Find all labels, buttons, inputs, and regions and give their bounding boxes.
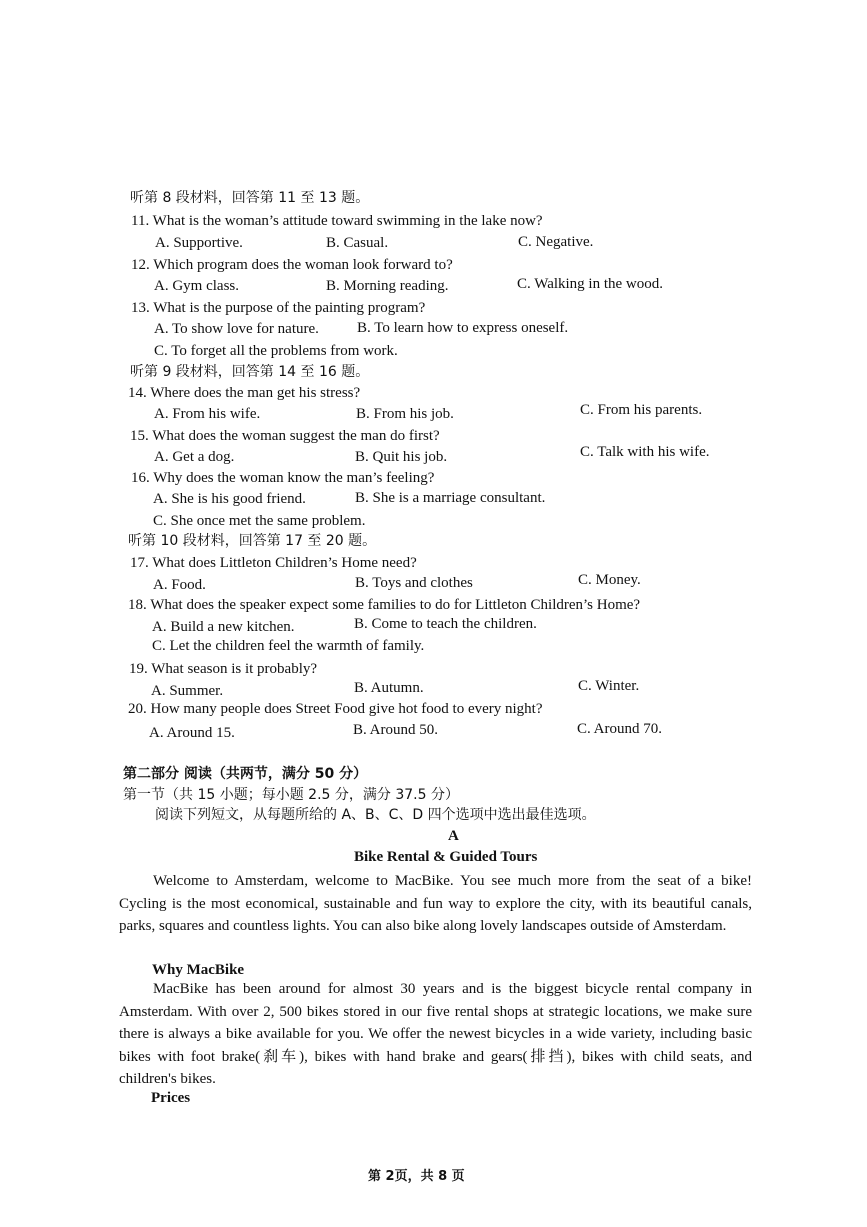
question-11-option-c: C. Negative.: [518, 234, 594, 250]
question-18-stem: 18. What does the speaker expect some families to do for Littleton Children’s Home?: [128, 597, 641, 613]
question-15-option-a: A. Get a dog.: [154, 449, 235, 465]
passage-title: Bike Rental & Guided Tours: [354, 849, 538, 865]
question-13-stem: 13. What is the purpose of the painting program?: [131, 300, 426, 316]
question-14-stem: 14. Where does the man get his stress?: [128, 385, 361, 401]
question-17-option-c: C. Money.: [578, 572, 641, 588]
passage-paragraph-2: MacBike has been around for almost 30 years and is the biggest bicycle rental company in Amsterdam. With over 2, 500 bikes stored in our five rental shops at strategic locations, we make sure there is always a bike available for you. We offer the newest bicycles in a wide variety, including basic bikes with foot brake(刹车), bikes with hand brake and gears(排挡), bikes with child seats, and children's bikes.: [119, 981, 752, 1088]
question-18-option-a: A. Build a new kitchen.: [152, 619, 295, 635]
question-20-stem: 20. How many people does Street Food give hot food to every night?: [128, 701, 543, 717]
question-20-option-a: A. Around 15.: [149, 725, 235, 741]
question-20-option-c: C. Around 70.: [577, 721, 663, 737]
passage-paragraph-1: Welcome to Amsterdam, welcome to MacBike. You see much more from the seat of a bike! Cycling is the most economical, sustainable and fun way to explore the city, with its beautiful canals, parks, squares and countless lights. You can also bike along lovely landscapes outside of Amsterdam.: [119, 873, 752, 935]
question-14-option-c: C. From his parents.: [580, 402, 703, 418]
question-17-option-b: B. Toys and clothes: [355, 575, 473, 591]
heading-prices: Prices: [151, 1090, 191, 1106]
section-one-header: 第一节（共 15 小题；每小题 2.5 分，满分 37.5 分）: [123, 787, 459, 803]
section-9-header: 听第 9 段材料，回答第 14 至 16 题。: [130, 364, 370, 380]
question-15-stem: 15. What does the woman suggest the man do first?: [130, 428, 440, 444]
passage-letter: A: [448, 828, 459, 844]
question-19-option-b: B. Autumn.: [354, 680, 424, 696]
question-13-option-c: C. To forget all the problems from work.: [154, 343, 398, 359]
question-15-option-c: C. Talk with his wife.: [580, 444, 710, 460]
section-10-header: 听第 10 段材料，回答第 17 至 20 题。: [128, 533, 377, 549]
question-12-option-b: B. Morning reading.: [326, 278, 449, 294]
question-20-option-b: B. Around 50.: [353, 722, 439, 738]
part-two-header: 第二部分 阅读（共两节，满分 50 分）: [123, 766, 368, 782]
question-18-option-b: B. Come to teach the children.: [354, 616, 537, 632]
question-19-option-a: A. Summer.: [151, 683, 224, 699]
question-13-option-a: A. To show love for nature.: [154, 321, 319, 337]
question-18-option-c: C. Let the children feel the warmth of family.: [152, 638, 425, 654]
question-15-option-b: B. Quit his job.: [355, 449, 448, 465]
question-11-stem: 11. What is the woman’s attitude toward swimming in the lake now?: [131, 213, 543, 229]
question-16-option-b: B. She is a marriage consultant.: [355, 490, 546, 506]
question-16-stem: 16. Why does the woman know the man’s feeling?: [131, 470, 435, 486]
question-16-option-c: C. She once met the same problem.: [153, 513, 366, 529]
question-16-option-a: A. She is his good friend.: [153, 491, 306, 507]
page-number: 第 2页，共 8 页: [368, 1169, 465, 1184]
question-13-option-b: B. To learn how to express oneself.: [357, 320, 569, 336]
question-19-option-c: C. Winter.: [578, 678, 640, 694]
question-12-option-a: A. Gym class.: [154, 278, 239, 294]
question-12-stem: 12. Which program does the woman look forward to?: [131, 257, 453, 273]
reading-instruction: 阅读下列短文，从每题所给的 A、B、C、D 四个选项中选出最佳选项。: [155, 807, 596, 823]
heading-why-macbike: Why MacBike: [152, 962, 245, 978]
question-11-option-b: B. Casual.: [326, 235, 389, 251]
question-11-option-a: A. Supportive.: [155, 235, 243, 251]
question-19-stem: 19. What season is it probably?: [129, 661, 318, 677]
question-14-option-b: B. From his job.: [356, 406, 454, 422]
question-14-option-a: A. From his wife.: [154, 406, 261, 422]
question-12-option-c: C. Walking in the wood.: [517, 276, 664, 292]
question-17-stem: 17. What does Littleton Children’s Home need?: [130, 555, 417, 571]
section-8-header: 听第 8 段材料，回答第 11 至 13 题。: [130, 190, 370, 206]
question-17-option-a: A. Food.: [153, 577, 206, 593]
